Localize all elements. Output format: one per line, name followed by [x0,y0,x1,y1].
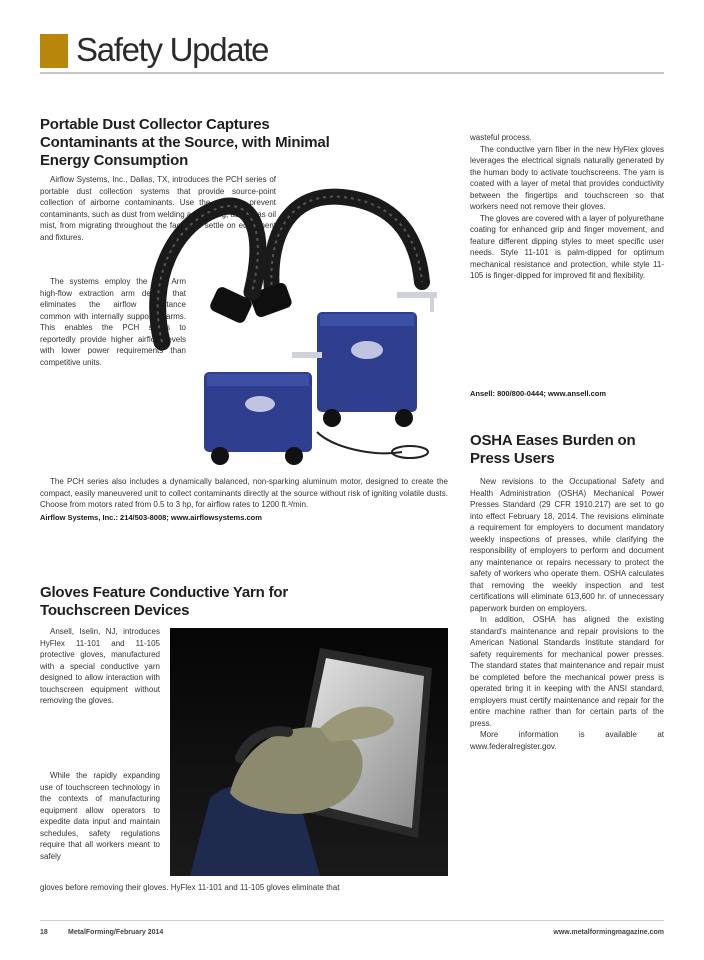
article2-paragraph-2: While the rapidly expanding use of touchscreen technology in the contexts of manufacturing equipment allow operators to expedite data input and maintain schedules, safety regulations require that all workers meant to safely [40,771,160,861]
article1-paragraph-2: The systems employ the E-Z Arm high-flow extraction arm design that eliminates the airflow resistance common with internally supported arms. This enables the PCH series to reportedly provide higher airflow levels with lower power requirements than competitive units. [40,277,186,367]
page-number: 18 [40,929,48,936]
article2-column3: wasteful process. The conductive yarn fiber in the new HyFlex gloves leverages the electrical signals naturally generated by the human body to activate touchscreens. The yarn is coated with a layer of metal that provides conductivity between the fingertips and touchscreen so that workers need not remove their gloves. The gloves are covered with a layer of polyurethane coating for enhanced grip and finger movement, and feature different dipping styles to meet specific user needs. Style 11-101 is palm-dipped for optimum mechanical resistance and protection, while style 11-105 is finger-dipped for improved fit and flexibility. [470,133,664,280]
article1-contact: Airflow Systems, Inc.: 214/503-8008; www.airflowsystems.com [40,513,262,522]
footer-divider [40,920,664,921]
header-divider [40,72,664,74]
section-accent-block [40,34,68,68]
dust-collector-photo [142,172,442,468]
article1-paragraph-3: The PCH series also includes a dynamically balanced, non-sparking aluminum motor, designed to create the compact, easily maneuvered unit to collect contaminants directly at the source without risk of igniting volatile dusts. Choose from motors rated from 0.5 to 3 hp, for airflow rates to 1200 ft.³/min. [40,477,448,509]
section-title: Safety Update [76,31,269,68]
magazine-issue: MetalForming/February 2014 [68,929,164,936]
article3-headline: OSHA Eases Burden on Press Users [470,432,636,467]
article2-paragraph-1: Ansell, Iselin, NJ, introduces HyFlex 11-101 and 11-105 protective gloves, manufactured with a special conductive yarn designed to allow interaction with touchscreen equipment without removing the gloves. [40,627,160,705]
article1-headline: Portable Dust Collector Captures Contaminants at the Source, with Minimal Energy Consumption [40,116,330,169]
article3-body: New revisions to the Occupational Safety and Health Administration (OSHA) Mechanical Power Presses Standard (29 CFR 1910.217) are set to go into effect February 18, 2014. The revisions eliminate a requirement for employers to document mandatory weekly inspections of presses, while clarifying the responsibility of employers to perform and document any maintenance or repairs necessary to protect the safety of workers who operate them. OSHA calculates that removing the weekly inspection and test certifications will eliminate 613,600 hr. of unnecessary paperwork burden on employers. In addition, OSHA has aligned the existing standard's maintenance and repair provisions to the American National Standards Institute standard for safety requirements for mechanical power presses. The standard states that maintenance and repair must be completed before the mechanical power press is operated bring it in keeping with the ANSI standard, employers must certify maintenance and repair for the entire machine rather than for certain parts of the press. More information is available at www.federalregister.gov. [470,477,664,751]
article2-contact: Ansell: 800/800-0444; www.ansell.com [470,389,607,398]
article2-paragraph-2-continued: gloves before removing their gloves. HyFlex 11-101 and 11-105 gloves eliminate that [40,883,340,892]
glove-touchscreen-photo [170,628,448,876]
footer-url[interactable]: www.metalformingmagazine.com [553,929,664,936]
article2-headline: Gloves Feature Conductive Yarn for Touchscreen Devices [40,584,288,619]
article1-paragraph-1: Airflow Systems, Inc., Dallas, TX, introduces the PCH series of portable dust collection systems that provide source-point collection of airborne contaminants. Use the units to prevent contaminants, such as dust from welding and cutting, as well as oil mist, from migrating throughout the facility to settle on equipment and fixtures. [40,175,276,242]
